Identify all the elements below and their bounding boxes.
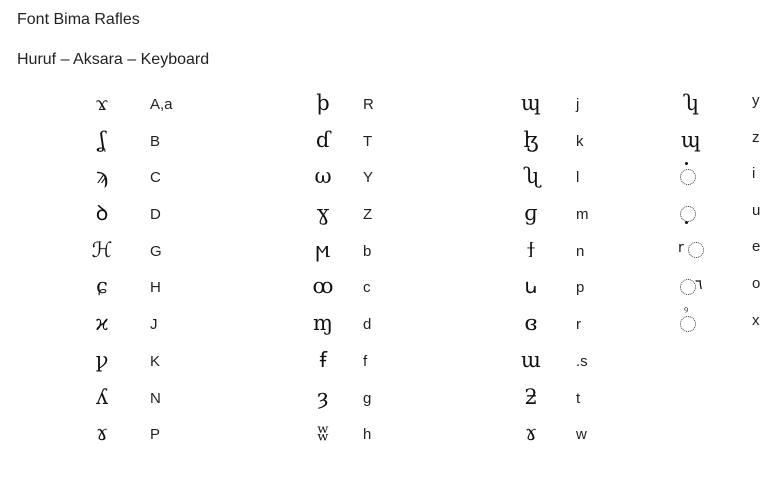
- script-glyph: ϯ: [526, 237, 536, 262]
- script-glyph: ꝏ: [312, 274, 334, 299]
- keyboard-key-label: f: [363, 352, 368, 370]
- keyboard-key-label: n: [576, 242, 585, 260]
- keyboard-key-label: J: [150, 316, 158, 334]
- keyboard-key-label: G: [150, 242, 162, 260]
- keyboard-key-label: g: [363, 389, 372, 407]
- keyboard-key-label: T: [363, 132, 373, 150]
- keyboard-key-label: p: [576, 279, 585, 297]
- script-glyph: ϸ: [316, 91, 330, 115]
- script-glyph: ȝ: [317, 384, 329, 409]
- script-glyph: ꝩ: [95, 347, 109, 372]
- script-glyph: ϻ: [315, 237, 331, 262]
- script-glyph: ɰ: [681, 127, 701, 152]
- keyboard-key-label: C: [150, 169, 161, 187]
- keyboard-key-label: H: [150, 279, 161, 297]
- keyboard-key-label: P: [150, 426, 161, 444]
- script-glyph: ɱ: [313, 311, 333, 336]
- script-glyph: ɕ: [96, 274, 108, 299]
- script-glyph: ɤ: [96, 421, 108, 446]
- keyboard-key-label: B: [150, 132, 161, 150]
- keyboard-key-label: l: [576, 169, 580, 187]
- script-glyph: ϫ: [95, 91, 109, 115]
- keyboard-key-label: x: [752, 311, 760, 329]
- script-glyph: ɤ: [525, 421, 537, 446]
- keyboard-key-label: t: [576, 389, 581, 407]
- vowel-mark-icon: [672, 200, 710, 226]
- keyboard-key-label: d: [363, 316, 372, 334]
- script-glyph: ʯ: [522, 164, 540, 189]
- keyboard-key-label: D: [150, 206, 161, 224]
- keyboard-key-label: K: [150, 352, 161, 370]
- keyboard-key-label: c: [363, 279, 371, 297]
- keyboard-key-label: .s: [576, 352, 588, 370]
- script-glyph: ϰ: [95, 311, 109, 336]
- keyboard-key-label: b: [363, 242, 372, 260]
- keyboard-key-label: z: [752, 128, 760, 146]
- keyboard-key-label: e: [752, 238, 761, 256]
- script-glyph: ꭎ: [524, 274, 538, 299]
- keyboard-key-label: Y: [363, 169, 374, 187]
- script-glyph: ʬ: [316, 421, 330, 446]
- vowel-mark-icon: ꝰ: [672, 310, 710, 336]
- keyboard-key-label: k: [576, 132, 584, 150]
- script-glyph: ʮ: [682, 91, 700, 115]
- script-glyph: ʆ: [98, 127, 106, 152]
- script-glyph: ꞙ: [319, 347, 327, 372]
- keyboard-key-label: R: [363, 96, 374, 113]
- document-subtitle: Huruf – Aksara – Keyboard: [17, 51, 210, 68]
- script-glyph: ɯ: [521, 347, 541, 372]
- script-glyph: ω: [314, 164, 332, 189]
- keyboard-key-label: y: [752, 92, 760, 109]
- script-glyph: ɡ: [524, 201, 538, 226]
- keyboard-key-label: m: [576, 206, 589, 224]
- script-glyph: ɮ: [523, 127, 539, 152]
- script-glyph: ɗ: [315, 127, 331, 152]
- script-glyph: ɞ: [524, 311, 538, 336]
- keyboard-key-label: i: [752, 165, 756, 183]
- keyboard-key-label: u: [752, 201, 761, 219]
- keyboard-key-label: r: [576, 316, 581, 334]
- keyboard-key-label: A,a: [150, 96, 173, 113]
- script-glyph: ꝺ: [95, 201, 109, 226]
- vowel-mark-icon: ٦: [672, 273, 710, 299]
- script-glyph: ʎ: [96, 384, 108, 409]
- vowel-mark-icon: [672, 163, 710, 189]
- script-glyph: ɰ: [521, 91, 541, 115]
- keyboard-key-label: o: [752, 274, 761, 292]
- keyboard-key-label: h: [363, 426, 372, 444]
- script-glyph: ɣ: [316, 201, 330, 226]
- keyboard-key-label: Z: [363, 206, 373, 224]
- keyboard-key-label: j: [576, 96, 580, 113]
- script-glyph: ϡ: [95, 164, 109, 189]
- keyboard-key-label: w: [576, 426, 587, 444]
- script-glyph: ℋ: [91, 237, 113, 262]
- document-title: Font Bima Rafles: [17, 11, 140, 28]
- vowel-mark-icon: r: [672, 236, 710, 262]
- script-glyph: ƻ: [524, 384, 538, 409]
- keyboard-key-label: N: [150, 389, 161, 407]
